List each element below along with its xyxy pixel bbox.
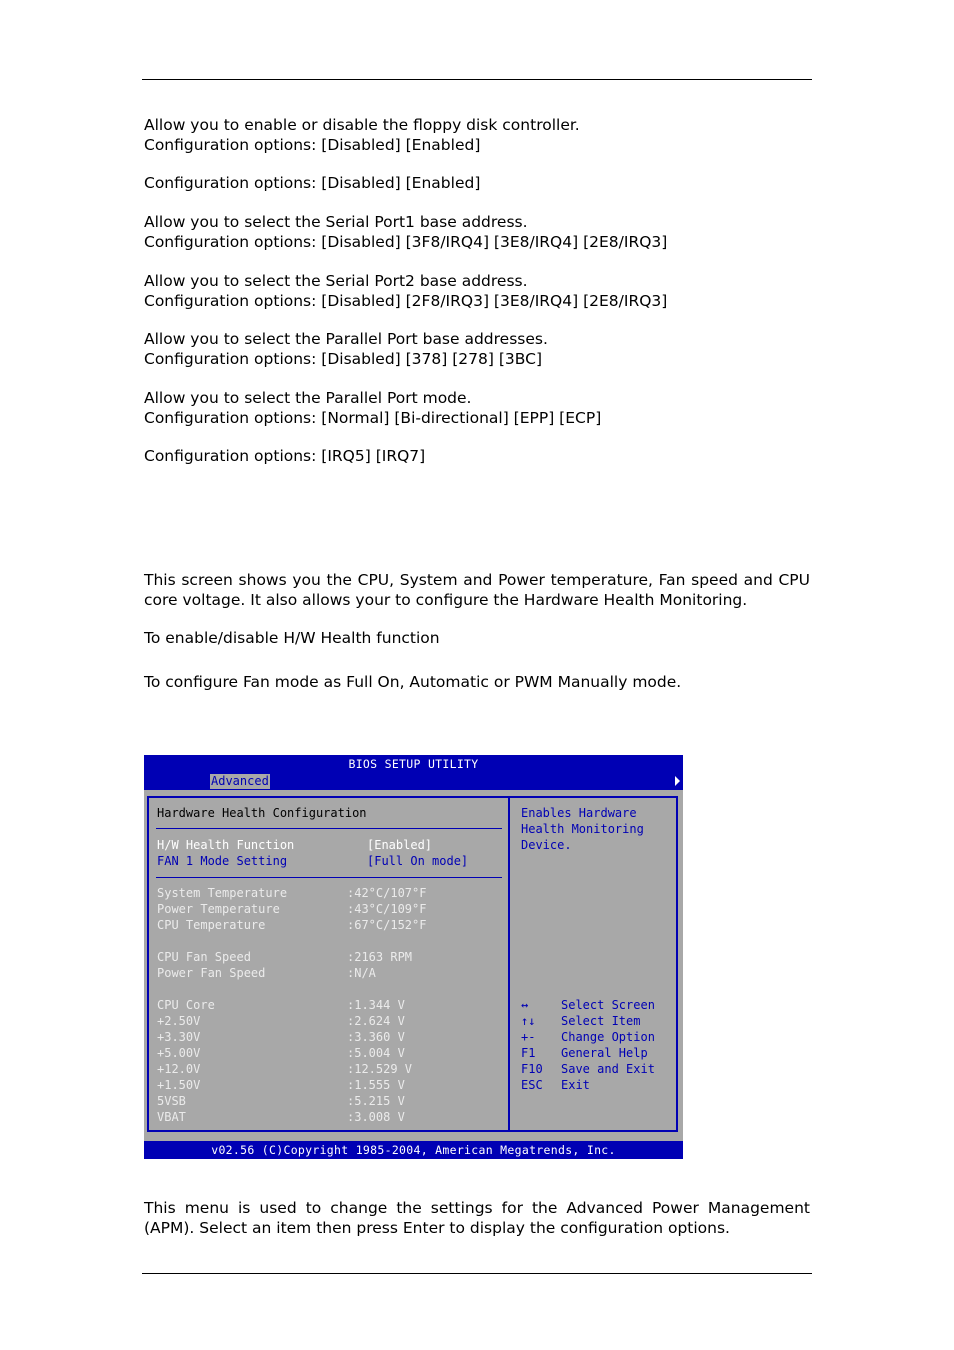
serial2-line-1: Allow you to select the Serial Port2 base address. xyxy=(144,272,528,290)
readout-label: VBAT xyxy=(157,1110,186,1124)
bios-screenshot xyxy=(144,755,683,1159)
tab-scroll-right-icon xyxy=(675,776,680,786)
key-hint-action: Save and Exit xyxy=(561,1062,655,1076)
serial2-description xyxy=(144,272,810,311)
help-line: Enables Hardware xyxy=(521,806,637,820)
readout-value: :2.624 V xyxy=(347,1014,405,1028)
hw-function-description xyxy=(144,629,810,649)
help-line: Device. xyxy=(521,838,572,852)
parallel-irq-line-1: Configuration options: [IRQ5] [IRQ7] xyxy=(144,447,426,465)
key-hint-action: Select Screen xyxy=(561,998,655,1012)
key-hint-action: General Help xyxy=(561,1046,648,1060)
key-hint-action: Change Option xyxy=(561,1030,655,1044)
bios-section-rule xyxy=(156,828,502,829)
readout-label: CPU Core xyxy=(157,998,215,1012)
readout-label: +1.50V xyxy=(157,1078,201,1092)
setting-fan-mode-value[interactable]: [Full On mode] xyxy=(367,854,469,868)
readout-value: :5.215 V xyxy=(347,1094,405,1108)
readout-label: Power Temperature xyxy=(157,902,280,916)
floppy-description xyxy=(144,116,810,155)
parallel-address-description xyxy=(144,330,810,369)
tab-advanced[interactable]: Advanced xyxy=(211,774,269,788)
readout-value: :42°C/107°F xyxy=(347,886,427,900)
readout-label: +12.0V xyxy=(157,1062,201,1076)
serial2-line-2: Configuration options: [Disabled] [2F8/IRQ3] [3E8/IRQ4] [2E8/IRQ3] xyxy=(144,291,668,310)
key-hint-action: Select Item xyxy=(561,1014,641,1028)
serial1-line-1: Allow you to select the Serial Port1 base address. xyxy=(144,213,528,231)
bios-copyright-bar xyxy=(144,1141,683,1159)
bios-settings-rule xyxy=(156,877,502,878)
setting-hw-health-value[interactable]: [Enabled] xyxy=(367,838,433,852)
floppy-line-2: Configuration options: [Disabled] [Enabled] xyxy=(144,135,481,154)
readout-label: +5.00V xyxy=(157,1046,201,1060)
bios-panel-divider xyxy=(508,796,510,1132)
bios-copyright: v02.56 (C)Copyright 1985-2004, American Megatrends, Inc. xyxy=(211,1143,616,1157)
key-hint-key: ↑↓ xyxy=(521,1014,536,1028)
onboard-config-line-1: Configuration options: [Disabled] [Enabled] xyxy=(144,174,481,192)
fan-mode-text: To configure Fan mode as Full On, Automatic or PWM Manually mode. xyxy=(144,673,682,691)
readout-value: :2163 RPM xyxy=(347,950,413,964)
onboard-config-description xyxy=(144,174,810,194)
readout-label: +3.30V xyxy=(157,1030,201,1044)
bios-title: BIOS SETUP UTILITY xyxy=(348,757,479,771)
key-hint-key: F10 xyxy=(521,1062,543,1076)
key-hint-key: +- xyxy=(521,1030,536,1044)
readout-value: :3.360 V xyxy=(347,1030,405,1044)
readout-value: :N/A xyxy=(347,966,376,980)
bios-tab-bar xyxy=(144,773,683,790)
readout-value: :1.344 V xyxy=(347,998,405,1012)
readout-value: :67°C/152°F xyxy=(347,918,427,932)
key-hint-key: ESC xyxy=(521,1078,543,1092)
readout-label: Power Fan Speed xyxy=(157,966,266,980)
readout-value: :1.555 V xyxy=(347,1078,405,1092)
parallel-irq-description xyxy=(144,447,810,467)
readout-value: :3.008 V xyxy=(347,1110,405,1124)
parallel-address-line-2: Configuration options: [Disabled] [378] [278] [3BC] xyxy=(144,349,542,368)
parallel-mode-description xyxy=(144,389,810,428)
key-hint-key: ↔ xyxy=(521,998,529,1012)
header-rule xyxy=(142,79,812,80)
readout-label: CPU Fan Speed xyxy=(157,950,251,964)
setting-fan-mode-label[interactable]: FAN 1 Mode Setting xyxy=(157,854,288,868)
readout-value: :5.004 V xyxy=(347,1046,405,1060)
hardware-health-intro xyxy=(144,571,810,610)
bios-section-title: Hardware Health Configuration xyxy=(157,806,367,820)
readout-label: 5VSB xyxy=(157,1094,186,1108)
apm-intro-text: This menu is used to change the settings for the Advanced Power Management (APM). Select an item then press Enter to display the configuration options. xyxy=(144,1199,810,1237)
apm-intro xyxy=(144,1199,810,1238)
readout-label: CPU Temperature xyxy=(157,918,266,932)
setting-hw-health-label[interactable]: H/W Health Function xyxy=(157,838,295,852)
floppy-line-1: Allow you to enable or disable the floppy disk controller. xyxy=(144,116,580,134)
help-line: Health Monitoring xyxy=(521,822,644,836)
parallel-mode-line-2: Configuration options: [Normal] [Bi-directional] [EPP] [ECP] xyxy=(144,408,602,427)
key-hint-key: F1 xyxy=(521,1046,536,1060)
parallel-mode-line-1: Allow you to select the Parallel Port mode. xyxy=(144,389,472,407)
fan-mode-description xyxy=(144,673,810,693)
readout-label: +2.50V xyxy=(157,1014,201,1028)
readout-value: :43°C/109°F xyxy=(347,902,427,916)
parallel-address-line-1: Allow you to select the Parallel Port base addresses. xyxy=(144,330,548,348)
hardware-health-intro-text: This screen shows you the CPU, System and Power temperature, Fan speed and CPU core voltage. It also allows your to configure the Hardware Health Monitoring. xyxy=(144,571,810,609)
hw-function-text: To enable/disable H/W Health function xyxy=(144,629,440,647)
serial1-line-2: Configuration options: [Disabled] [3F8/IRQ4] [3E8/IRQ4] [2E8/IRQ3] xyxy=(144,232,668,251)
footer-rule xyxy=(142,1273,812,1274)
bios-title-bar xyxy=(144,755,683,773)
serial1-description xyxy=(144,213,810,252)
readout-label: System Temperature xyxy=(157,886,288,900)
key-hint-action: Exit xyxy=(561,1078,590,1092)
readout-value: :12.529 V xyxy=(347,1062,413,1076)
